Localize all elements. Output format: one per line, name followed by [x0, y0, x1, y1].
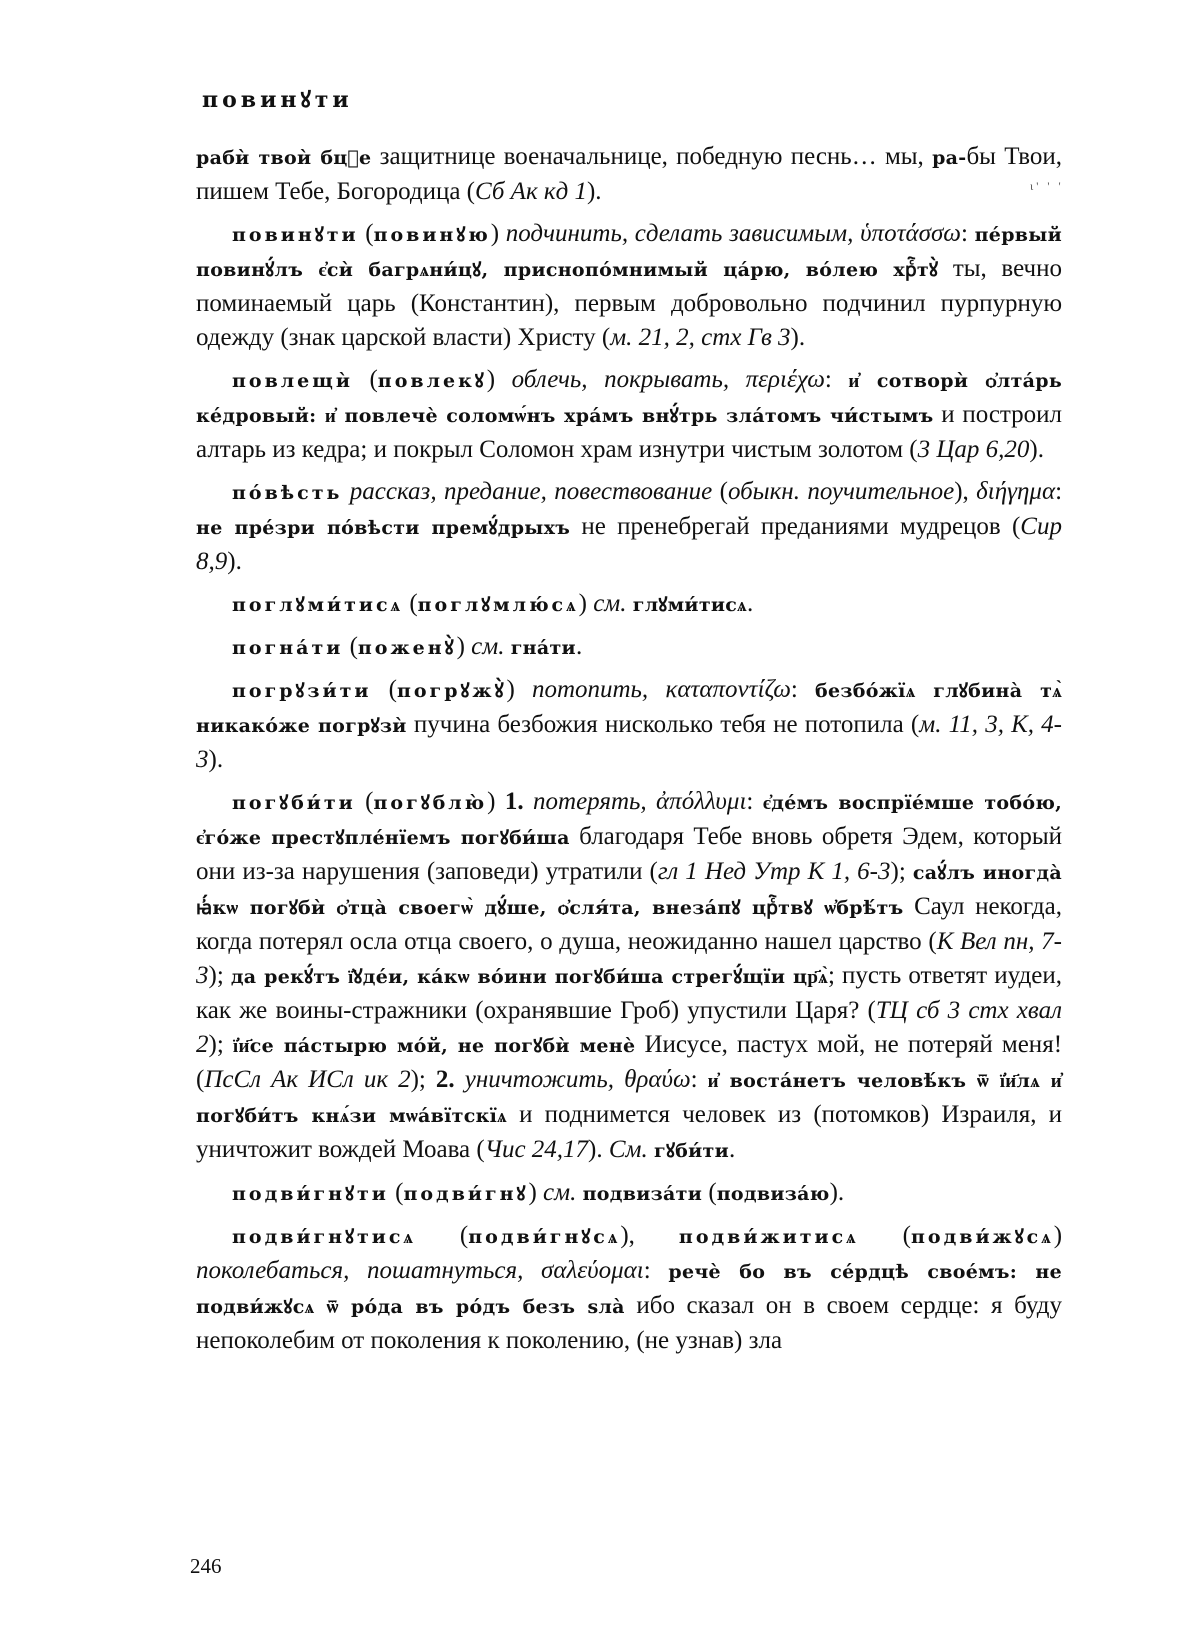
italic-text: обыкн. поучительное	[727, 478, 955, 505]
text-run: бы Твои, пишем Тебе, Богородица (	[196, 143, 1063, 205]
italic-text: См.	[608, 1136, 648, 1163]
text-run: Саул некогда, когда потерял осла отца своего, о душа, неожиданно нашел царство (	[196, 893, 1063, 955]
slavonic-quote: и҆ сотворѝ ѻ҆лта́рь ке́дровый: и҆ повлечѐ соломѡ́нъ хра́мъ внꙋ́трь зла́томъ чи́стымъ	[196, 370, 1063, 427]
text-run: (	[712, 478, 728, 505]
text-run: );	[208, 1031, 233, 1058]
text-run: )	[578, 590, 594, 617]
text-run: :	[1055, 478, 1063, 505]
text-run: );	[410, 1066, 436, 1093]
italic-text: уничтожить,	[464, 1066, 615, 1093]
text-column	[196, 140, 1062, 1366]
headword: погрꙋжꙋ̀	[396, 680, 507, 702]
italic-text: Чис 24,17	[484, 1136, 589, 1163]
slavonic-quote: рабѝ твоѝ бцⷣе	[196, 147, 372, 169]
text-run: )	[528, 1179, 544, 1206]
text-run: защитнице военачальнице, победную песнь… мы,	[371, 143, 933, 170]
text-run: );	[890, 858, 913, 885]
text-run: ; пусть ответят иудеи, как же воины-стражники (охранявшие Гроб) упустили Царя? (	[196, 962, 1063, 1024]
italic-text: 3 Цар 6,20	[917, 436, 1030, 463]
headword: поженꙋ̀	[357, 637, 457, 659]
dictionary-entry	[196, 1219, 1062, 1358]
italic-text: м. 21, 2, стх Гв 3	[610, 324, 791, 351]
text-run: )	[456, 633, 472, 660]
slavonic-quote: речѐ бо въ се́рдцѣ свое́мъ: не подви́жꙋсѧ ѿ ро́да въ ро́дъ безъ ѕла̀	[196, 1261, 1062, 1318]
headword: поглꙋмлю́сѧ	[417, 594, 579, 616]
text-run	[648, 676, 665, 703]
text-run: .	[575, 633, 583, 660]
headword: повинꙋти	[232, 224, 359, 246]
text-run: (	[858, 1222, 911, 1249]
text-run: ибо сказал он в своем сердце: я буду непоколебим от поколения к поколению, (не узнав) зла	[196, 1292, 1062, 1354]
text-run: ).	[829, 1179, 845, 1206]
headword: подви́гнꙋтисѧ	[232, 1226, 416, 1248]
dictionary-entry	[196, 630, 1062, 665]
italic-text: гл 1 Нед Утр К 1, 6-3	[657, 858, 891, 885]
dictionary-entry	[196, 475, 1062, 579]
dictionary-entry	[196, 673, 1062, 777]
text-run: (	[388, 1179, 404, 1206]
text-run	[614, 1066, 624, 1093]
page-number: 246	[190, 1554, 222, 1578]
slavonic-quote: є҆де́мъ воспрїе́мше тобо́ю, є҆го́же престꙋпле́нїемъ погꙋби́ша	[196, 792, 1063, 849]
italic-text: К Вел пн, 7-3	[196, 928, 1062, 989]
headword: погꙋби́ти	[232, 792, 356, 814]
text-run: ).	[790, 324, 806, 351]
text-run: :	[790, 676, 815, 703]
text-run: ),	[620, 1222, 679, 1249]
text-run: (	[403, 590, 418, 617]
italic-text: потопить,	[531, 676, 649, 703]
text-run: :	[690, 1066, 708, 1093]
sense-number: 1.	[504, 788, 524, 815]
headword: подви́гнꙋти	[232, 1183, 389, 1205]
headword: по́вѣсть	[232, 482, 343, 504]
sense-number: 2.	[435, 1066, 455, 1093]
text-run	[729, 366, 746, 393]
greek-word: περιέχω	[745, 366, 825, 393]
italic-text: облечь, покрывать,	[511, 366, 730, 393]
headword: подви́гнꙋ	[403, 1183, 529, 1205]
greek-word: θραύω	[624, 1066, 691, 1093]
italic-text: ПсСл Ак ИСл ик 2	[204, 1066, 411, 1093]
text-run: благодаря Тебе вновь обретя Эдем, который они из-за нарушения (заповеди) утратили (	[196, 823, 1062, 885]
text-run	[524, 788, 533, 815]
text-run: :	[960, 220, 975, 247]
margin-mark: ι' ' '	[1030, 179, 1064, 193]
text-run: :	[643, 1257, 669, 1284]
slavonic-quote: подвиза́ти	[582, 1183, 703, 1205]
italic-text: см.	[543, 1179, 577, 1206]
slavonic-quote: безбо́жїѧ глꙋбина̀ тѧ̀ никако́же погрꙋзѝ	[196, 680, 1062, 737]
headword: подви́гнꙋсѧ	[468, 1226, 621, 1248]
headword: повлекꙋ	[377, 370, 487, 392]
text-run: );	[208, 962, 231, 989]
italic-text: Сир 8,9	[196, 513, 1062, 575]
text-run: ).	[586, 178, 602, 205]
text-run	[455, 1066, 465, 1093]
headword: погꙋблю̀	[373, 792, 488, 814]
dictionary-entry	[196, 785, 1062, 1168]
dictionary-entry	[196, 1176, 1062, 1211]
text-run	[523, 1257, 541, 1284]
italic-text: рассказ, предание, повествование	[349, 478, 713, 505]
text-run: (	[352, 366, 378, 393]
text-run: )	[486, 366, 512, 393]
text-run: )	[490, 220, 506, 247]
slavonic-quote: не пре́зри по́вѣсти премꙋ́дрыхъ	[196, 517, 571, 539]
dictionary-entry	[196, 363, 1062, 467]
headword: погрꙋзи́ти	[232, 680, 372, 702]
slavonic-quote: подвиза́ю	[716, 1183, 830, 1205]
italic-text: м. 11, 3, К, 4-3	[196, 711, 1062, 773]
slavonic-quote: пе́рвый повинꙋ́лъ є҆сѝ багрѧни́цꙋ, приснопо́мнимый ца́рю, во́лею хрⷭ҇тꙋ̀	[196, 224, 1063, 281]
slavonic-quote: гна́ти	[510, 637, 576, 659]
text-run: ).	[208, 746, 224, 773]
text-run	[342, 478, 349, 505]
greek-word: σαλεύομαι	[541, 1257, 644, 1284]
greek-word: καταποντίζω	[665, 676, 791, 703]
greek-word: ὑποτάσσω	[860, 220, 961, 247]
text-run: Иисусе, пастух мой, не потеряй меня! (	[196, 1031, 1063, 1093]
text-run: ты, вечно поминаемый царь (Константин), первым добровольно подчинил пурпурную одежду (знак царской власти) Христу (	[196, 255, 1062, 351]
headword: повинꙋю	[373, 224, 491, 246]
text-run: ).	[227, 548, 242, 575]
text-run: )	[487, 788, 505, 815]
slavonic-quote: глꙋми́тисѧ	[632, 594, 747, 616]
text-run: и построил алтарь из кедра; и покрыл Соломон храм изнутри чистым золотом (	[196, 401, 1063, 463]
slavonic-quote: ра-	[932, 147, 967, 169]
text-run: )	[506, 676, 532, 703]
slavonic-quote: саꙋ́лъ иногда̀ ꙗ҆́кѡ погꙋбѝ ѻ҆тца̀ своегѡ̀ дꙋ́ше, ѻ҆сля́та, внеза́пꙋ црⷭ҇твꙋ ѡ҆брѣ́тъ	[196, 862, 1062, 919]
text-run: (	[358, 220, 374, 247]
text-run: (	[415, 1222, 469, 1249]
dictionary-entry	[196, 587, 1062, 622]
text-run: (	[702, 1179, 717, 1206]
italic-text: поколебаться, пошатнуться,	[196, 1257, 524, 1284]
italic-text: см.	[593, 590, 627, 617]
text-run: ).	[1029, 436, 1044, 463]
italic-text: Сб Ак кд 1	[475, 178, 587, 205]
slavonic-quote: гꙋби́ти	[654, 1140, 730, 1162]
text-run: :	[746, 788, 763, 815]
italic-text: см.	[471, 633, 505, 660]
headword: поглꙋми́тисѧ	[232, 594, 404, 616]
dictionary-entry	[196, 140, 1062, 209]
text-run	[647, 788, 656, 815]
greek-word: διήγημα	[976, 478, 1056, 505]
text-run: :	[824, 366, 849, 393]
headword: подви́жꙋсѧ	[911, 1226, 1054, 1248]
italic-text: потерять,	[533, 788, 647, 815]
headword: повлещѝ	[232, 370, 353, 392]
text-run: .	[729, 1136, 736, 1163]
slavonic-quote: ї҆и҃се па́стырю мо́й, не погꙋбѝ менѐ	[232, 1035, 636, 1057]
italic-text: подчинить, сделать зависимым,	[505, 220, 854, 247]
text-run: ).	[588, 1136, 609, 1163]
headword: погна́ти	[232, 637, 344, 659]
greek-word: ἀπόλλυμι	[656, 788, 747, 815]
text-run: (	[371, 676, 397, 703]
running-head: повинꙋти	[202, 87, 353, 113]
text-run: не пренебрегай преданиями мудрецов (	[570, 513, 1021, 540]
text-run: )	[1053, 1222, 1063, 1249]
text-run: (	[355, 788, 374, 815]
slavonic-quote: да рекꙋ́тъ ї҆ꙋде́и, ка́кѡ во́ини погꙋби́ша стрегꙋ́щїи цр҃ѧ̀	[230, 966, 829, 988]
italic-text: ТЦ сб 3 стх хвал 2	[196, 997, 1062, 1058]
text-run: пучина безбожия нисколько тебя не потопила (	[406, 711, 920, 738]
text-run: и поднимется человек из (потомков) Израиля, и уничтожит вождей Моава (	[196, 1101, 1063, 1163]
text-run: .	[746, 590, 754, 617]
text-run: (	[343, 633, 358, 660]
slavonic-quote: и҆ воста́нетъ человѣ́къ ѿ ї҆и҃лѧ и҆ погꙋби́тъ кнѧ́зи мѡа́вїтскїѧ	[196, 1070, 1063, 1127]
headword: подви́житисѧ	[678, 1226, 859, 1248]
dictionary-entry	[196, 217, 1062, 355]
text-run: ),	[954, 478, 977, 505]
